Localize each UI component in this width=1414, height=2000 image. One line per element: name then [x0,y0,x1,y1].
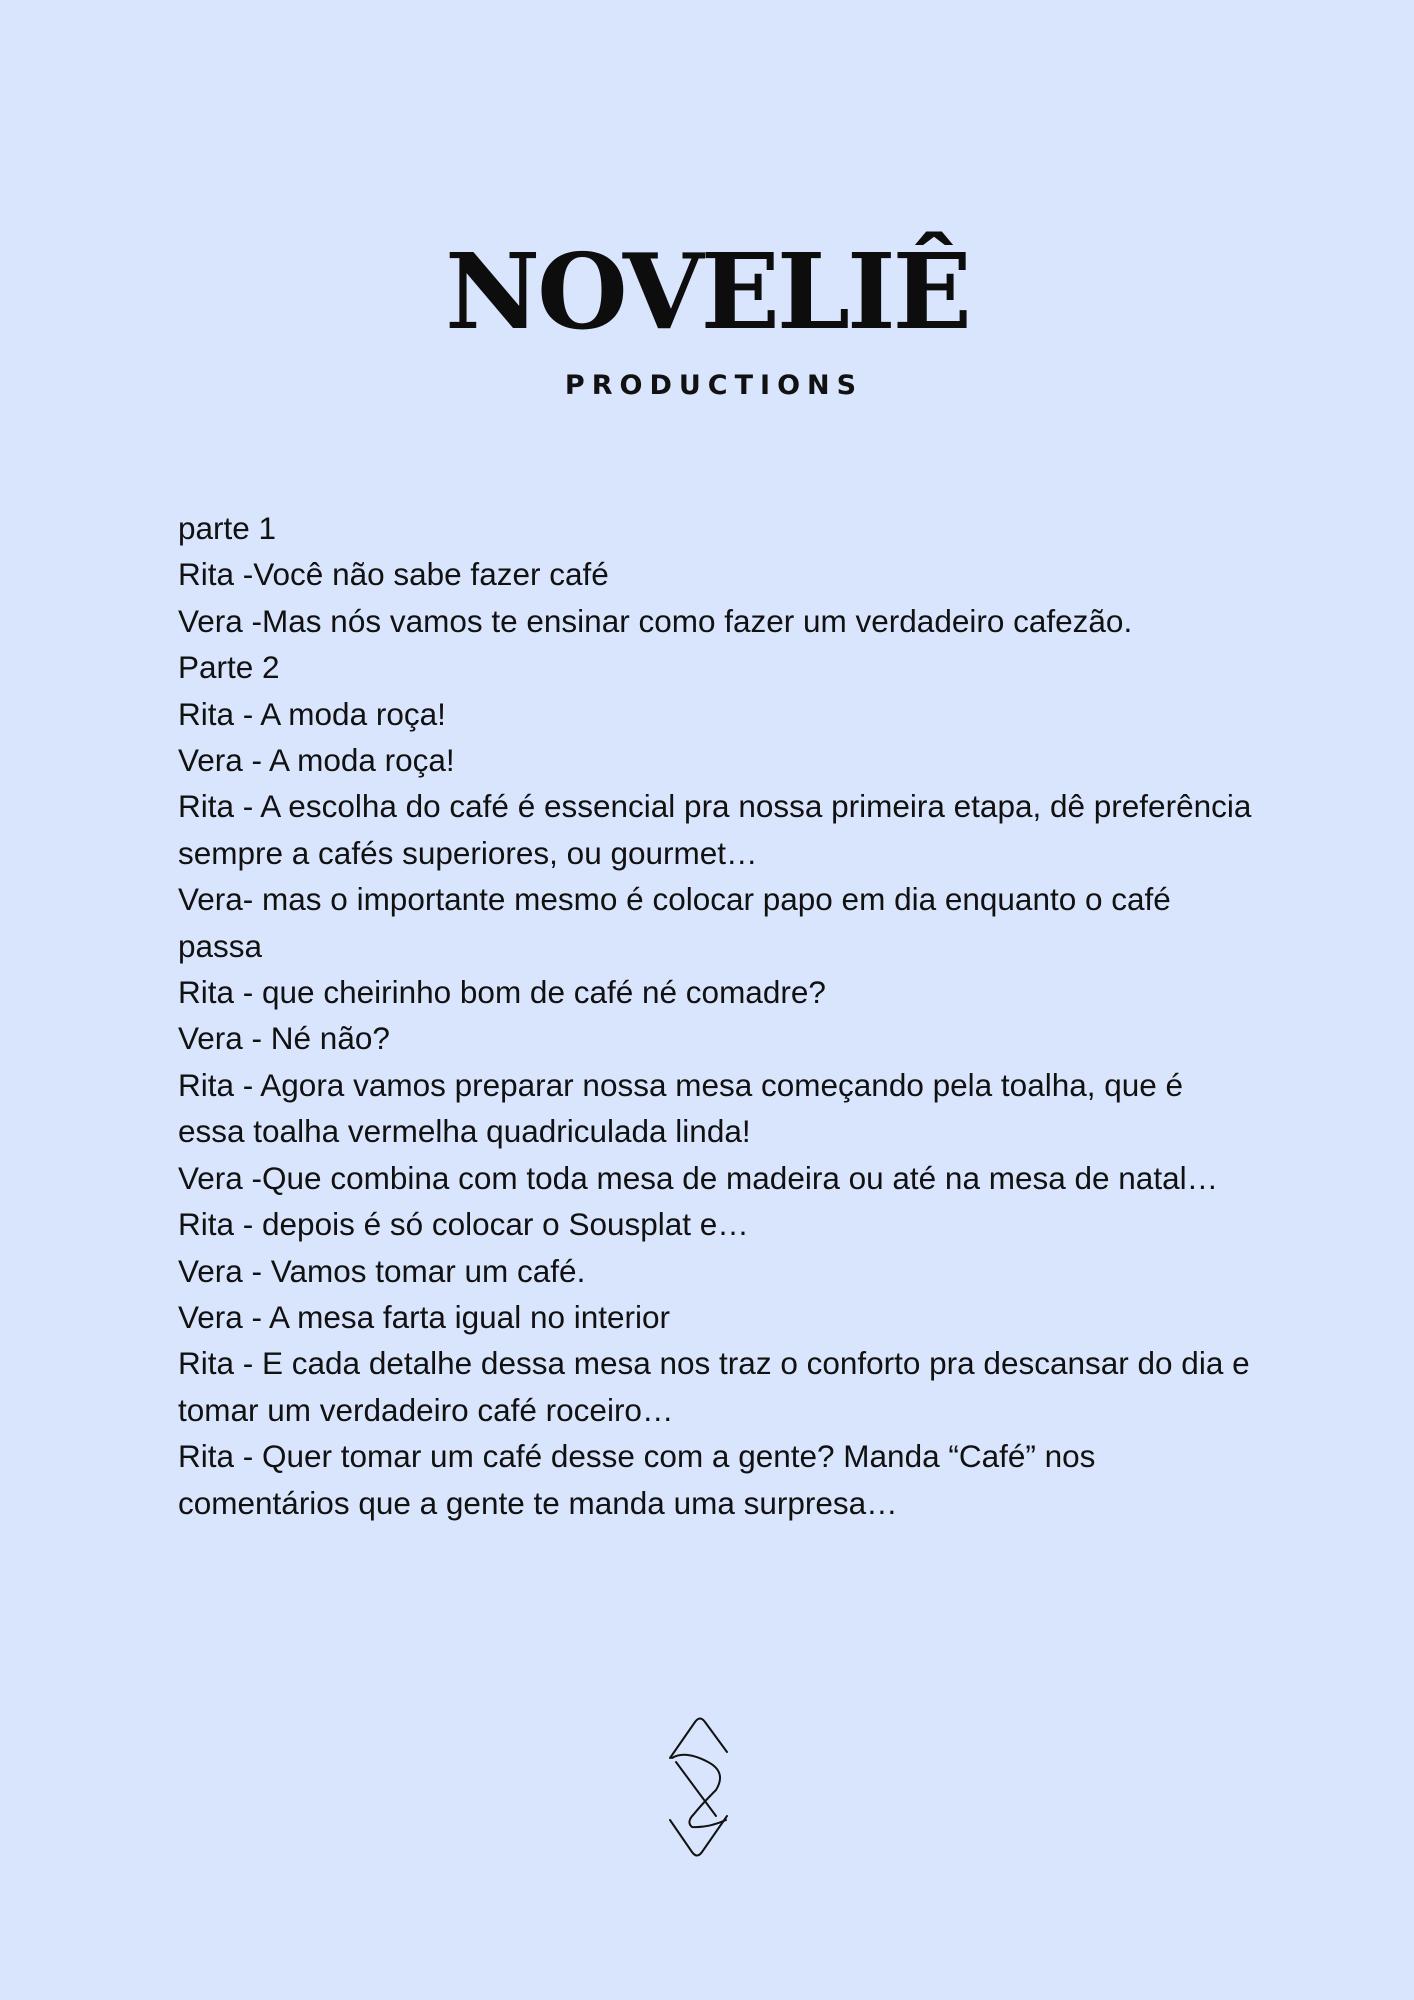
monogram-upper-stroke [670,1719,727,1759]
script-line: Rita - Quer tomar um café desse com a gente? Manda “Café” nos comentários que a gente te manda uma surpresa… [178,1438,1096,1521]
script-line: Rita - Agora vamos preparar nossa mesa começando pela toalha, que é essa toalha vermelha quadriculada linda! [178,1066,1184,1150]
script-line: Parte 2 [178,649,280,686]
script-line: Rita - E cada detalhe dessa mesa nos traz o conforto pra descansar do dia e tomar um verdadeiro café roceiro… [178,1345,1250,1428]
script-line: Rita - A escolha do café é essencial pra nossa primeira etapa, dê preferência sempre a cafés superiores, ou gourmet… [178,788,1252,871]
script-line: Vera - Né não? [178,1020,390,1057]
script-line: Rita - A moda roça! [178,695,446,732]
noveliee-monogram-icon [664,1712,750,1872]
monogram-inner-stroke [676,1762,716,1816]
script-line: parte 1 [178,510,277,546]
brand-subtitle: PRODUCTIONS [564,370,864,401]
script-line: Rita - que cheirinho bom de café né comadre? [178,974,826,1011]
monogram-lower-stroke [670,1816,727,1856]
script-line: Vera -Mas nós vamos te ensinar como fazer um verdadeiro cafezão. [178,602,1133,639]
script-line: Vera- mas o importante mesmo é colocar papo em dia enquanto o café passa [178,881,1171,964]
script-line: Vera - A moda roça! [178,742,455,779]
script-line: Rita - depois é só colocar o Sousplat e… [178,1206,749,1243]
script-line: Vera - A mesa farta igual no interior [178,1298,671,1335]
monogram-middle-loop [672,1755,726,1827]
script-line: Vera -Que combina com toda mesa de madeira ou até na mesa de natal… [178,1159,1219,1196]
script-line: Rita -Você não sabe fazer café [178,556,609,593]
script-body [178,505,1258,1526]
brand-title: NOVELIÊ [445,230,969,353]
script-line: Vera - Vamos tomar um café. [178,1252,586,1289]
